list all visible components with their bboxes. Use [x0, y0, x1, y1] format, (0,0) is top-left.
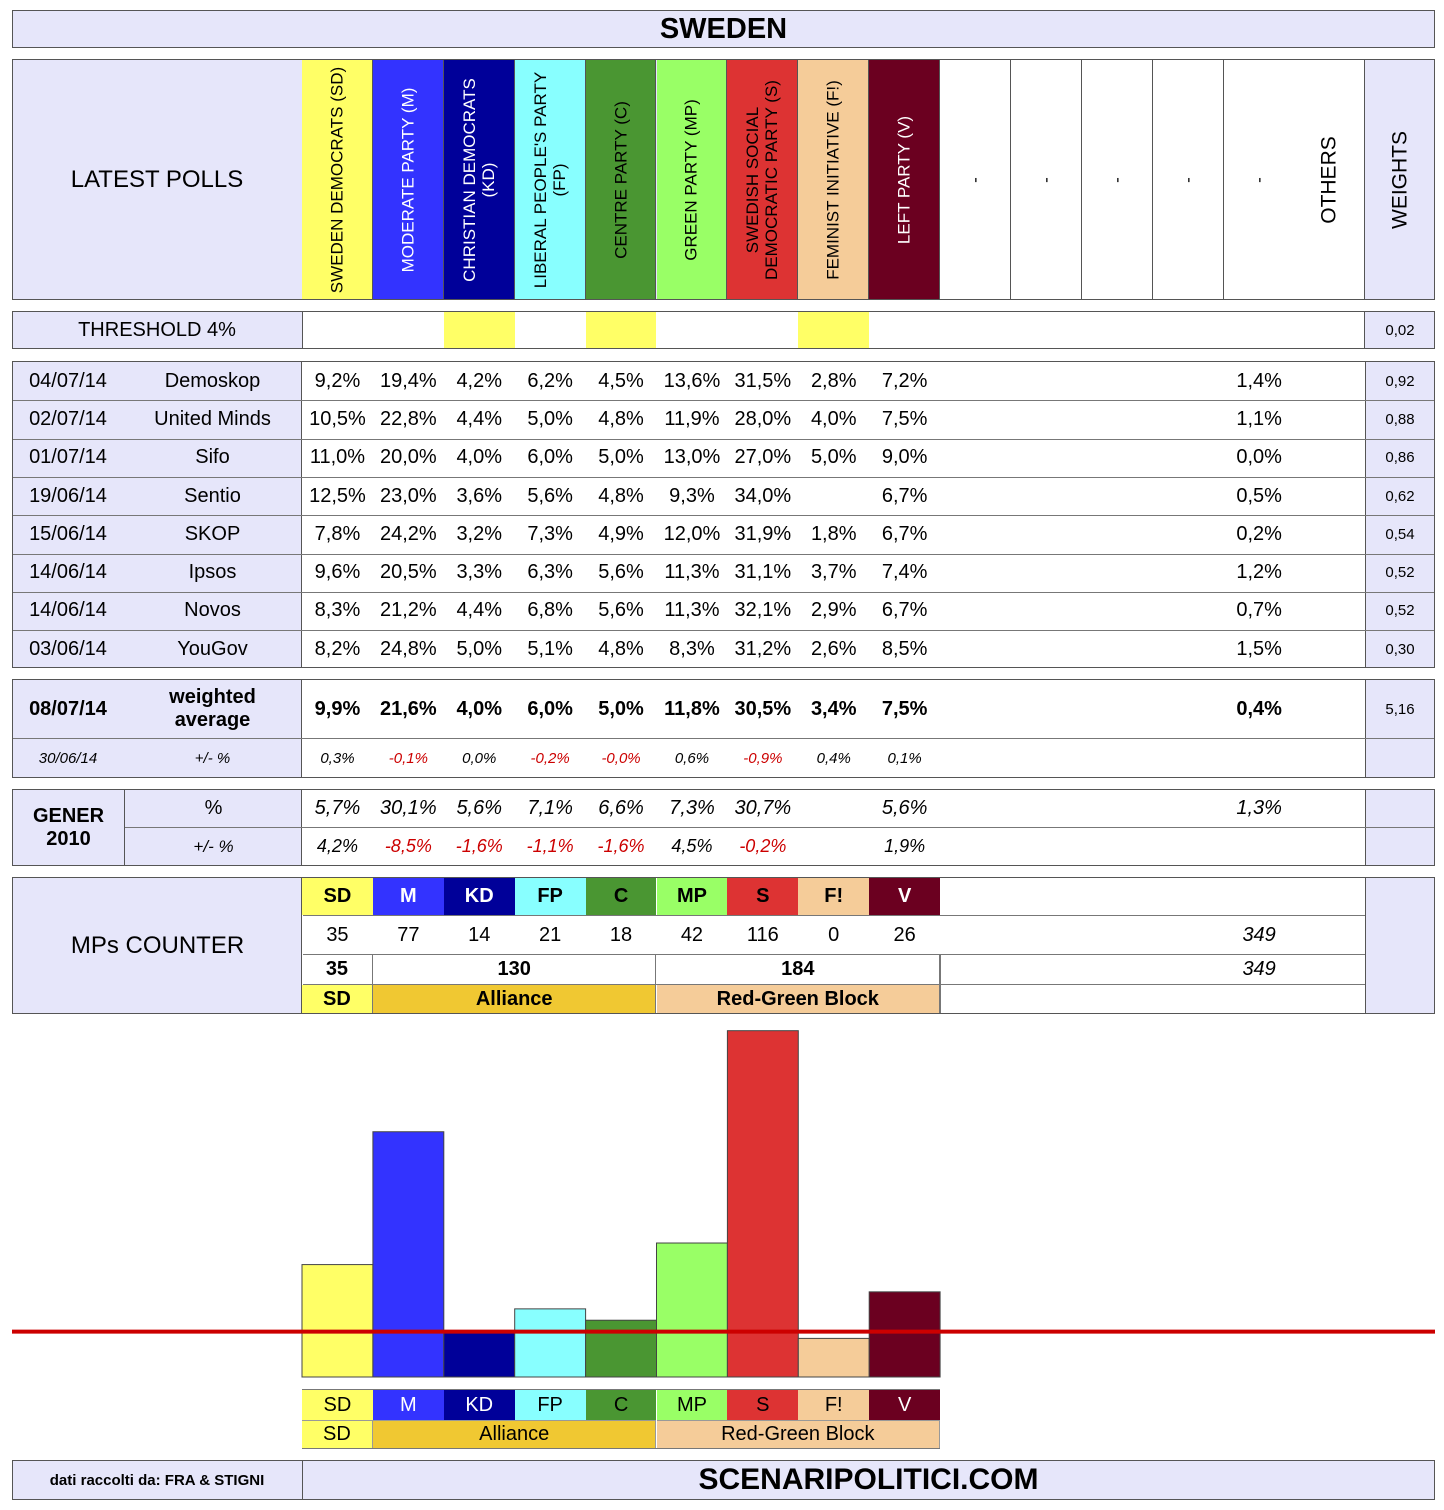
change-label: +/- %: [194, 749, 231, 767]
block-name: Alliance: [373, 985, 657, 1013]
poll-others: 0,7%: [1236, 599, 1282, 622]
election-value: 5,7%: [314, 797, 361, 819]
poll-date: 14/06/14: [29, 561, 107, 584]
poll-value: 20,5%: [379, 561, 437, 584]
poll-institute: Demoskop: [164, 369, 261, 392]
poll-value: [798, 477, 869, 515]
poll-date: 01/07/14: [29, 446, 107, 469]
poll-value: 27,0%: [734, 446, 792, 469]
poll-value: 24,8%: [379, 637, 437, 660]
poll-value: 11,9%: [664, 407, 720, 430]
poll-value: 10,5%: [309, 407, 366, 430]
poll-value: 5,6%: [527, 484, 573, 507]
mps-seats: 0: [828, 923, 840, 946]
mps-seats: 21: [539, 923, 562, 946]
poll-institute: Sentio: [184, 484, 241, 507]
poll-value: 3,6%: [456, 484, 503, 507]
election-value: 5,6%: [456, 797, 503, 819]
poll-value: 8,2%: [314, 637, 361, 660]
poll-value: 13,6%: [663, 369, 721, 392]
mps-seats: 42: [680, 923, 704, 946]
others-header: OTHERS: [1294, 60, 1365, 299]
mps-counter-label: MPs COUNTER: [70, 931, 245, 959]
change-value: 0,4%: [816, 749, 851, 767]
mps-party-c: C: [586, 878, 657, 915]
legend-block: SD: [302, 1420, 373, 1448]
poll-weight: 0,54: [1385, 525, 1415, 543]
poll-value: 28,0%: [734, 407, 792, 430]
average-value: 4,0%: [456, 697, 503, 720]
average-value: 5,0%: [598, 697, 644, 720]
legend-block: Alliance: [373, 1420, 657, 1448]
poll-value: 1,8%: [810, 522, 857, 545]
poll-weight: 0,30: [1385, 640, 1415, 658]
mps-party-mp: MP: [657, 878, 728, 915]
poll-value: 31,5%: [734, 369, 792, 392]
legend-party-v: V: [869, 1390, 940, 1420]
page-title: SWEDEN: [659, 12, 788, 45]
poll-value: 5,6%: [598, 561, 644, 584]
block-seats: 184: [657, 955, 941, 984]
poll-value: 21,2%: [379, 599, 437, 622]
poll-others: 0,2%: [1236, 522, 1282, 545]
poll-others: 1,5%: [1236, 637, 1282, 660]
average-weight: 5,16: [1385, 700, 1415, 718]
poll-value: 4,4%: [456, 407, 503, 430]
average-value: 7,5%: [881, 697, 928, 720]
bar-mp: [657, 1243, 728, 1377]
party-header-kd: CHRISTIAN DEMOCRATS (KD): [444, 60, 515, 299]
mps-total: 349: [1242, 923, 1276, 946]
footer-site: SCENARIPOLITICI.COM: [698, 1463, 1039, 1496]
empty-header: -: [1153, 60, 1224, 299]
poll-value: 4,5%: [598, 369, 644, 392]
legend-party-fp: FP: [515, 1390, 586, 1420]
block-name: Red-Green Block: [657, 985, 941, 1013]
poll-value: 11,3%: [664, 599, 720, 622]
party-header-fp: LIBERAL PEOPLE'S PARTY (FP): [515, 60, 586, 299]
poll-value: 4,8%: [598, 484, 644, 507]
average-value: 21,6%: [379, 697, 437, 720]
poll-value: 2,6%: [810, 637, 857, 660]
poll-value: 6,3%: [527, 561, 573, 584]
poll-institute: Novos: [184, 599, 241, 622]
election-diff-value: -8,5%: [384, 836, 432, 856]
bar-m: [373, 1132, 444, 1377]
footer-credit: dati raccolti da: FRA & STIGNI: [49, 1471, 265, 1489]
election-value: 30,7%: [734, 797, 792, 819]
poll-value: 31,9%: [734, 522, 792, 545]
latest-polls-label: LATEST POLLS: [70, 165, 244, 193]
election-value: 7,3%: [669, 797, 715, 819]
party-header-v: LEFT PARTY (V): [869, 60, 940, 299]
change-value: -0,1%: [388, 749, 428, 767]
poll-others: 1,1%: [1236, 407, 1282, 430]
bar-kd: [444, 1332, 515, 1377]
poll-institute: Sifo: [195, 446, 230, 469]
mps-party-fp: FP: [515, 878, 586, 915]
average-value: 9,9%: [314, 697, 361, 720]
bar-sd: [302, 1265, 373, 1377]
threshold-highlight: [444, 312, 515, 348]
block-name: SD: [302, 985, 373, 1013]
poll-value: 5,6%: [598, 599, 644, 622]
change-value: 0,3%: [320, 749, 355, 767]
election-value: 7,1%: [527, 797, 573, 819]
poll-weight: 0,88: [1385, 410, 1415, 428]
poll-others: 0,5%: [1236, 484, 1282, 507]
poll-value: 6,0%: [527, 446, 573, 469]
mps-seats: 14: [468, 923, 491, 946]
bar-chart: [0, 1014, 1444, 1390]
bar-v: [869, 1292, 940, 1377]
election-diff-value: 4,5%: [671, 836, 713, 856]
poll-value: 5,0%: [456, 637, 503, 660]
poll-value: 6,2%: [527, 369, 573, 392]
change-date: 30/06/14: [38, 749, 98, 767]
change-value: 0,6%: [674, 749, 710, 767]
election-diff-value: 4,2%: [316, 836, 358, 856]
poll-date: 15/06/14: [29, 522, 107, 545]
weights-header: WEIGHTS: [1388, 130, 1412, 229]
title-bar: [12, 10, 1435, 48]
average-value: 3,4%: [810, 697, 857, 720]
poll-value: 6,8%: [527, 599, 573, 622]
election-value: 5,6%: [881, 797, 928, 819]
poll-value: 12,5%: [309, 484, 366, 507]
bar-c: [586, 1320, 657, 1377]
empty-header: -: [1224, 60, 1295, 299]
mps-blocks-total: 349: [1242, 958, 1276, 980]
party-header-sd: SWEDEN DEMOCRATS (SD): [302, 60, 373, 299]
average-value: 6,0%: [527, 697, 573, 720]
mps-seats: 26: [893, 923, 916, 946]
empty-header: -: [940, 60, 1011, 299]
block-seats: 35: [302, 955, 373, 984]
poll-value: 4,9%: [598, 522, 644, 545]
poll-value: 7,4%: [881, 561, 928, 584]
poll-value: 5,0%: [810, 446, 857, 469]
party-header-s: SWEDISH SOCIAL DEMOCRATIC PARTY (S): [727, 60, 798, 299]
election-value: 30,1%: [379, 797, 437, 819]
poll-value: 9,3%: [669, 484, 715, 507]
poll-value: 32,1%: [734, 599, 792, 622]
poll-value: 5,1%: [527, 637, 573, 660]
change-value: -0,2%: [530, 749, 570, 767]
legend-party-c: C: [586, 1390, 657, 1420]
poll-value: 4,0%: [456, 446, 503, 469]
poll-value: 22,8%: [379, 407, 437, 430]
poll-value: 4,4%: [456, 599, 503, 622]
poll-value: 5,0%: [598, 446, 644, 469]
empty-header: -: [1011, 60, 1082, 299]
poll-value: 7,5%: [881, 407, 928, 430]
empty-header: -: [1082, 60, 1153, 299]
election-others: 1,3%: [1236, 797, 1282, 819]
bar-s: [727, 1031, 798, 1377]
block-seats: 130: [373, 955, 657, 984]
poll-institute: Ipsos: [188, 561, 237, 584]
legend-party-sd: SD: [302, 1390, 373, 1420]
bar-f: [798, 1338, 869, 1377]
poll-value: 9,2%: [314, 369, 361, 392]
poll-weight: 0,62: [1385, 487, 1415, 505]
legend-block: Red-Green Block: [657, 1420, 941, 1448]
poll-date: 19/06/14: [29, 484, 107, 507]
poll-value: 4,0%: [810, 407, 857, 430]
poll-value: 20,0%: [379, 446, 437, 469]
election-diff-value: -1,1%: [526, 836, 574, 856]
change-value: -0,9%: [743, 749, 783, 767]
poll-institute: United Minds: [154, 407, 271, 430]
threshold-highlight: [798, 312, 869, 348]
poll-value: 9,0%: [881, 446, 928, 469]
poll-others: 0,0%: [1236, 446, 1282, 469]
party-header-m: MODERATE PARTY (M): [373, 60, 444, 299]
poll-value: 8,3%: [314, 599, 361, 622]
election-diff-value: -1,6%: [455, 836, 503, 856]
election-diff-label: +/- %: [193, 836, 234, 856]
poll-value: 13,0%: [663, 446, 721, 469]
threshold-weight: 0,02: [1385, 321, 1415, 339]
poll-date: 04/07/14: [29, 369, 107, 392]
mps-seats: 18: [609, 923, 633, 946]
poll-value: 8,3%: [669, 637, 715, 660]
poll-weight: 0,52: [1385, 564, 1415, 582]
poll-value: 3,3%: [456, 561, 503, 584]
poll-value: 7,3%: [527, 522, 573, 545]
average-value: 11,8%: [664, 697, 720, 720]
poll-value: 3,2%: [456, 522, 503, 545]
poll-date: 03/06/14: [29, 637, 107, 660]
party-header-f: FEMINIST INITIATIVE (F!): [798, 60, 869, 299]
mps-seats: 116: [746, 923, 779, 946]
poll-value: 9,6%: [314, 561, 361, 584]
average-date: 08/07/14: [29, 697, 107, 720]
bar-fp: [515, 1309, 586, 1377]
legend-party-kd: KD: [444, 1390, 515, 1420]
election-diff-value: [798, 828, 869, 865]
poll-weight: 0,92: [1385, 372, 1415, 390]
election-diff-value: 1,9%: [884, 836, 926, 856]
legend-party-mp: MP: [657, 1390, 728, 1420]
poll-value: 4,8%: [598, 637, 644, 660]
election-label: GENER 2010: [32, 804, 105, 850]
poll-date: 14/06/14: [29, 599, 107, 622]
poll-value: 31,1%: [734, 561, 792, 584]
change-value: 0,0%: [462, 749, 497, 767]
mps-party-v: V: [869, 878, 940, 915]
average-label: weighted average: [169, 686, 256, 731]
poll-institute: SKOP: [184, 522, 241, 545]
mps-party-kd: KD: [444, 878, 515, 915]
poll-value: 6,7%: [881, 484, 928, 507]
poll-value: 4,8%: [598, 407, 644, 430]
poll-value: 31,2%: [734, 637, 792, 660]
legend-party-m: M: [373, 1390, 444, 1420]
poll-value: 8,5%: [881, 637, 928, 660]
poll-others: 1,2%: [1236, 561, 1282, 584]
party-header-mp: GREEN PARTY (MP): [657, 60, 728, 299]
election-value: [798, 790, 869, 827]
poll-value: 3,7%: [810, 561, 857, 584]
poll-institute: YouGov: [177, 637, 248, 660]
poll-value: 2,8%: [810, 369, 857, 392]
mps-party-s: S: [727, 878, 798, 915]
mps-seats: 77: [397, 923, 420, 946]
poll-value: 12,0%: [663, 522, 721, 545]
threshold-highlight: [586, 312, 657, 348]
average-value: 30,5%: [734, 697, 792, 720]
election-diff-value: -1,6%: [597, 836, 645, 856]
average-others: 0,4%: [1236, 697, 1282, 720]
poll-value: 7,2%: [881, 369, 928, 392]
election-value: 6,6%: [598, 797, 644, 819]
change-value: 0,1%: [887, 749, 922, 767]
change-value: -0,0%: [601, 749, 641, 767]
poll-weight: 0,86: [1385, 449, 1415, 467]
legend-party-f: F!: [798, 1390, 869, 1420]
poll-weight: 0,52: [1385, 602, 1415, 620]
legend-party-s: S: [727, 1390, 798, 1420]
poll-value: 19,4%: [379, 369, 437, 392]
mps-party-m: M: [373, 878, 444, 915]
poll-value: 7,8%: [314, 522, 361, 545]
poll-others: 1,4%: [1236, 369, 1282, 392]
election-diff-value: -0,2%: [739, 836, 787, 856]
poll-value: 6,7%: [881, 599, 928, 622]
poll-value: 5,0%: [527, 407, 573, 430]
mps-seats: 35: [326, 923, 349, 946]
poll-value: 6,7%: [881, 522, 928, 545]
poll-value: 24,2%: [379, 522, 437, 545]
election-pct-label: %: [204, 797, 223, 819]
poll-value: 11,3%: [664, 561, 720, 584]
poll-value: 34,0%: [734, 484, 792, 507]
poll-value: 23,0%: [379, 484, 437, 507]
poll-value: 2,9%: [810, 599, 857, 622]
mps-party-sd: SD: [302, 878, 373, 915]
threshold-label: THRESHOLD 4%: [78, 318, 236, 341]
mps-party-f: F!: [798, 878, 869, 915]
poll-value: 11,0%: [309, 446, 366, 469]
party-header-c: CENTRE PARTY (C): [586, 60, 657, 299]
poll-value: 4,2%: [456, 369, 503, 392]
poll-date: 02/07/14: [29, 407, 107, 430]
